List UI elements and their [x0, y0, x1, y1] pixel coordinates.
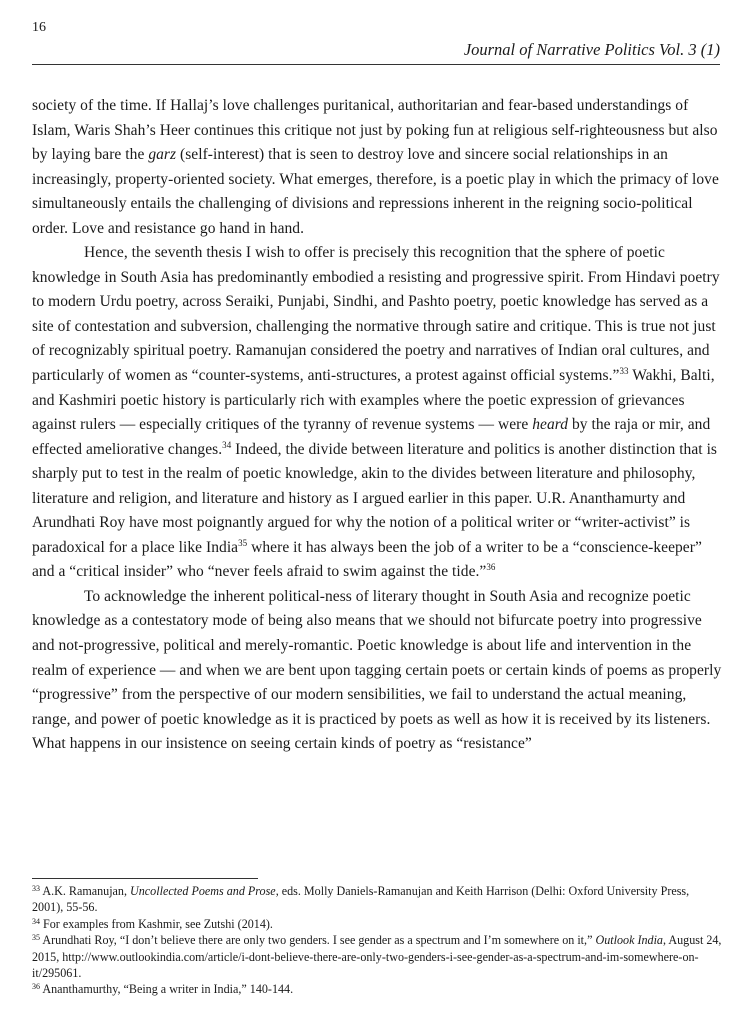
footnote-text: Ananthamurthy, “Being a writer in India,” 140-144. [40, 982, 294, 997]
footnote-number: 33 [32, 884, 40, 893]
footnote-ref-33[interactable]: 33 [619, 366, 629, 377]
footnote-35 [32, 932, 722, 981]
text-run: Wakhi, Balti, and Kashmiri poetic history is particularly rich with examples where the poetic expression of grievances against rulers — especially critiques of the tyranny of revenue systems — were [32, 367, 715, 434]
footnote-number: 36 [32, 982, 40, 992]
footnotes [32, 883, 722, 998]
running-head: Journal of Narrative Politics Vol. 3 (1) [32, 40, 720, 65]
paragraph-2 [32, 241, 722, 585]
text-run: society of the time. If Hallaj’s love challenges puritanical, authoritarian and fear-based understandings of Islam, Waris Shah’s Heer continues this critique not just by poking fun at religious self-righteousness but also by laying bare the [32, 97, 718, 164]
paragraph-1 [32, 94, 722, 241]
text-run: (self-interest) that is seen to destroy love and sincere social relationships in an increasingly, property-oriented society. What emerges, therefore, is a poetic play in which the primacy of love simultaneously entails the challenging of divisions and repressions inherent in the reigning socio-political order. Love and resistance go hand in hand. [32, 146, 719, 237]
footnote-36 [32, 981, 722, 997]
italic-term: heard [532, 416, 569, 434]
paragraph-3: To acknowledge the inherent political-ness of literary thought in South Asia and recognize poetic knowledge as a contestatory mode of being also means that we should not bifurcate poetry into progressive and not-progressive, political and merely-romantic. Poetic knowledge is about life and intervention in the realm of experience — and when we are bent upon tagging certain poets or certain kinds of poems as properly “progressive” from the perspective of our modern sensibilities, we fail to understand the actual meaning, range, and power of poetic knowledge as it is practiced by poets as well as how it is received by its listeners. What happens in our insistence on seeing certain kinds of poetry as “resistance” [32, 587, 722, 753]
footnote-divider [32, 878, 258, 879]
page-number: 16 [32, 20, 46, 35]
text-run: where it has always been the job of a writer to be a “conscience-keeper” and a “critical insider” who “never feels afraid to swim against the tide.” [32, 538, 702, 581]
text-run: by the raja or mir, and effected ameliorative changes. [32, 416, 711, 458]
footnote-number: 35 [32, 933, 40, 943]
footnote-number: 34 [32, 916, 40, 926]
footnote-ref-34[interactable]: 34 [222, 439, 232, 450]
text-run: Hence, the seventh thesis I wish to offer is precisely this recognition that the sphere of poetic knowledge in South Asia has predominantly embodied a resisting and progressive spirit. From Hindavi poetry to modern Urdu poetry, across Seraiki, Punjabi, Sindhi, and Pashto poetry, poetic knowledge has served as a site of contestation and subversion, challenging the normative through satire and critique. This is true not just of recognizably spiritual poetry. Ramanujan considered the poetry and narratives of Indian oral cultures, and particularly of women as “counter-systems, anti-structures, a protest against official systems.” [32, 244, 720, 385]
footnote-link[interactable]: , August 24, 2015, http://www.outlookindia.com/article/i-dont-believe-there-are-only-two-genders-i-see-gender-as-a-spectrum-and-im-somewhere-on-it/295061. [32, 933, 722, 981]
footnote-text: Arundhati Roy, “I don’t believe there are only two genders. I see gender as a spectrum and I’m somewhere on it,” [40, 933, 596, 948]
footnote-text: For examples from Kashmir, see Zutshi (2014). [40, 916, 273, 931]
footnote-33 [32, 883, 722, 916]
footnote-34 [32, 916, 722, 932]
footnote-ref-36[interactable]: 36 [486, 562, 496, 573]
footnote-ref-35[interactable]: 35 [238, 537, 248, 548]
footnote-title: Uncollected Poems and Prose [130, 884, 276, 898]
footnote-text: A.K. Ramanujan, [40, 884, 131, 898]
text-run: Indeed, the divide between literature and politics is another distinction that is sharply put to test in the realm of poetic knowledge, akin to the divides between literature and philosophy, literature and religion, and literature and history as I argued earlier in this paper. U.R. Ananthamurty and Arundhati Roy have most poignantly argued for why the notion of a political writer or “writer-activist” is paradoxical for a place like India [32, 440, 718, 556]
italic-term: garz [148, 146, 177, 164]
footnote-text: , eds. Molly Daniels-Ramanujan and Keith Harrison (Delhi: Oxford University Press, 2001), 55-56. [32, 884, 690, 915]
body-text [32, 94, 722, 757]
footnote-title: Outlook India [595, 933, 663, 948]
